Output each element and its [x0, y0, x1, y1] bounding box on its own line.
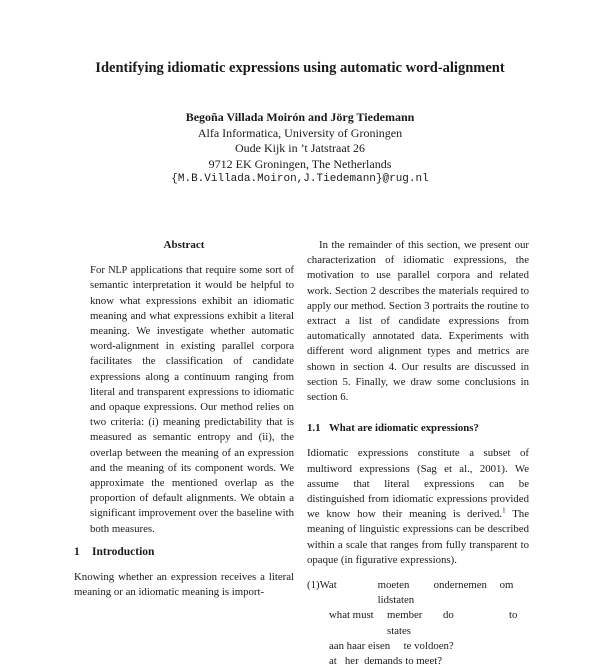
- example-1: [307, 578, 529, 669]
- example-line-4: [307, 654, 529, 669]
- gloss-word: to: [509, 609, 518, 622]
- example-line-1: [307, 578, 529, 608]
- subsection-heading: [307, 421, 529, 436]
- idiomatic-text-b: The meaning of linguistic expressions can be described within a scale that ranges from fully transparent to opaque (in figurative expressions).: [307, 508, 529, 566]
- gloss-word: do: [443, 609, 454, 622]
- paper-title: Identifying idiomatic expressions using automatic word-alignment: [95, 60, 505, 76]
- remainder-paragraph: In the remainder of this section, we present our characterization of idiomatic expressions, the motivation to use parallel corpora and related work. Section 2 describes the materials required to apply our method. Section 3 portraits the routine to extract a list of candidate expressions from automatically annotated data. Experiments with different word alignment types and metrics are shown in section 4. Our results are discussed in section 5. Finally, we draw some conclusions in section 6.: [307, 239, 529, 404]
- example-line-3: [307, 639, 529, 654]
- author-names: Begoña Villada Moirón and Jörg Tiedemann: [185, 110, 415, 124]
- example-word: aan haar eisen: [329, 639, 391, 652]
- section-heading-introduction: [74, 545, 294, 560]
- abstract-body: [74, 263, 294, 537]
- subsection-number: 1.1: [307, 422, 321, 435]
- example-word: ondernemen: [433, 579, 487, 592]
- idiomatic-paragraph: [307, 446, 529, 568]
- example-word: om: [499, 579, 514, 592]
- author-email: {M.B.Villada.Moiron,J.Tiedemann}@rug.nl: [171, 173, 429, 185]
- footnote-marker: 1: [502, 506, 506, 515]
- intro-paragraph: Knowing whether an expression receives a literal meaning or an idiomatic meaning is import-: [74, 571, 294, 599]
- abstract-heading: Abstract: [163, 239, 205, 251]
- section-number: 1: [74, 545, 80, 558]
- left-column: [74, 238, 294, 600]
- abstract-text: applications that require some sort of semantic interpretation it would be helpful to know what expressions exhibit an idiomatic meaning and what expressions exhibit a literal meaning. We investigate whether automatic word-alignment in existing parallel corpora facilitates the classification of candidate expressions along a continuum ranging from literal and transparent expressions to idiomatic and opaque expressions. Our method relies on two criteria: (i) meaning predictability that is measured as semantic entropy and (ii), the overlap between the meaning of an expression and the meaning of its component words. We approximate the mentioned overlap as the proportion of default alignments. We obtain a significant improvement over the baseline with both measures.: [90, 264, 294, 535]
- author-block: [0, 110, 600, 188]
- gloss-word: her: [344, 655, 359, 668]
- city-address: 9712 EK Groningen, The Netherlands: [208, 156, 392, 171]
- section-title: Introduction: [92, 545, 155, 558]
- street-address: Oude Kijk in ’t Jatstraat 26: [234, 141, 366, 155]
- abstract-nlp: NLP: [108, 265, 128, 277]
- subsection-title: What are idiomatic expressions?: [329, 422, 479, 435]
- abstract-pre: For: [90, 264, 109, 277]
- gloss-word: at: [329, 655, 337, 668]
- example-line-2: [307, 608, 529, 638]
- gloss-word: member states: [387, 609, 423, 637]
- affiliation: Alfa Informatica, University of Groningen: [197, 125, 403, 140]
- example-word: moeten lidstaten: [377, 579, 415, 607]
- example-number: (1): [307, 579, 320, 592]
- example-word: Wat: [319, 579, 337, 592]
- gloss-word: what must: [329, 609, 374, 622]
- right-column: [307, 238, 529, 669]
- idiomatic-text-a: Idiomatic expressions constitute a subset of multiword expressions (Sag et al., 2001). We assume that literal expressions can be distinguished from idiomatic expressions provided we know how their meaning is derived.: [307, 447, 529, 521]
- example-word: te voldoen?: [403, 639, 454, 652]
- gloss-word: demands to meet?: [364, 655, 443, 668]
